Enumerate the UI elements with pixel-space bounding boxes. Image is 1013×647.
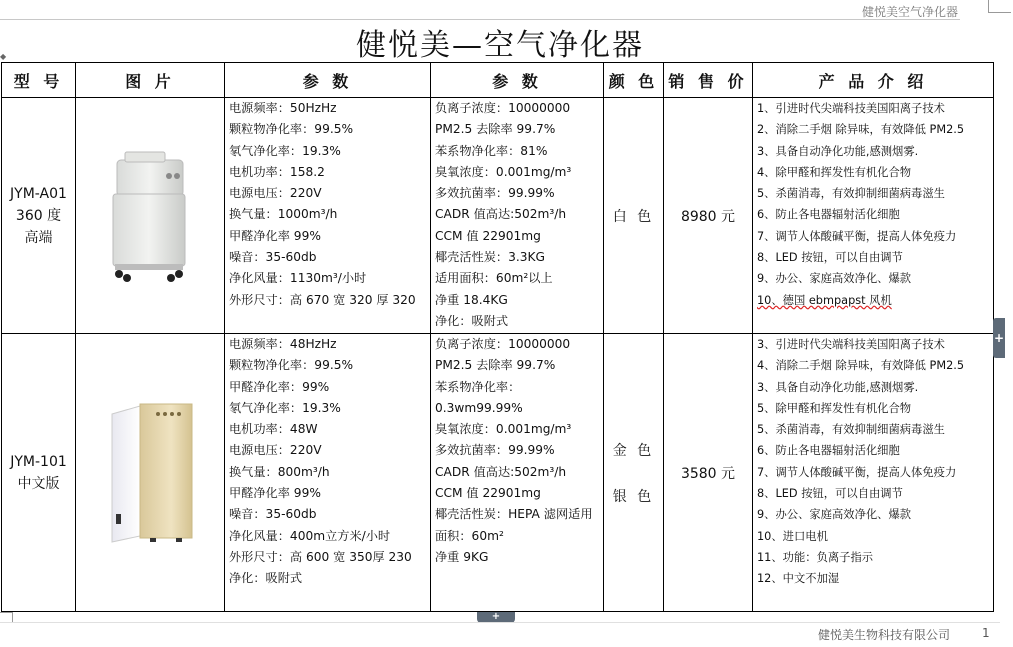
params-cell: [225, 98, 431, 334]
page-number: 1: [982, 626, 990, 640]
intro-line: 11、功能：负离子指示: [757, 550, 874, 564]
params-cell-2: [431, 334, 604, 612]
param-line: CADR 值高达:502m³/h: [435, 464, 567, 479]
intro-cell: [753, 98, 994, 334]
air-purifier-101-image: [100, 396, 200, 546]
column-header-picture: 图 片: [76, 63, 225, 98]
param-line: 净化：吸附式: [229, 571, 303, 586]
model-line: 高端: [24, 229, 53, 246]
table-add-row-button[interactable]: +: [477, 612, 515, 623]
param-line: PM2.5 去除率 99.7%: [435, 358, 556, 373]
param-line: 净重 9KG: [435, 549, 489, 564]
param-line: 氡气净化率：19.3%: [229, 400, 341, 415]
intro-line: 4、消除二手烟 除异味，有效降低 PM2.5: [757, 359, 965, 373]
intro-line: 7、调节人体酸碱平衡，提高人体免疫力: [757, 229, 957, 243]
model-line: 中文版: [17, 475, 60, 492]
param-line: 噪音：35-60db: [229, 250, 317, 265]
page-header-text: 健悦美空气净化器: [862, 5, 959, 19]
picture-cell: [76, 334, 225, 612]
intro-line: 6、防止各电器辐射活化细胞: [757, 208, 900, 222]
table-row: [2, 334, 994, 612]
param-line: 电机功率：48W: [229, 422, 318, 437]
intro-line: 5、除甲醛和挥发性有机化合物: [757, 401, 912, 415]
intro-line: 10、德国 ebmpapst 风机: [757, 293, 892, 307]
intro-line: 9、办公、家庭高效净化、爆款: [757, 508, 912, 522]
param-line: 甲醛净化率 99%: [229, 486, 321, 501]
intro-line: 8、LED 按钮，可以自由调节: [757, 487, 903, 501]
price-cell: 3580 元: [664, 334, 753, 612]
param-line: 负离子浓度：10000000: [435, 101, 571, 115]
column-header-params: 参 数: [225, 63, 431, 98]
model-cell: [2, 98, 76, 334]
param-line: 面积：60m²: [435, 528, 504, 543]
intro-line: 1、引进时代尖端科技美国阳离子技术: [757, 102, 945, 115]
model-line: JYM-101: [10, 453, 67, 470]
param-line: 椰壳活性炭：3.3KG: [435, 250, 545, 265]
param-line: 苯系物净化率：81%: [435, 143, 548, 158]
param-line: 苯系物净化率：: [435, 379, 521, 394]
column-header-color: 颜 色: [604, 63, 664, 98]
param-line: 电源频率：50HzHz: [229, 101, 337, 115]
intro-line: 3、具备自动净化功能,感测烟雾.: [757, 144, 919, 158]
intro-line: 8、LED 按钮，可以自由调节: [757, 251, 903, 265]
color-option: 银 色: [612, 488, 655, 505]
param-line: 电机功率：158.2: [229, 164, 325, 179]
intro-line: 4、除甲醛和挥发性有机化合物: [757, 165, 912, 179]
column-header-intro: 产 品 介 绍: [753, 63, 994, 98]
page-corner-mark: [988, 0, 1011, 13]
intro-line: 12、中文不加湿: [757, 572, 840, 586]
param-line: 净化：吸附式: [435, 313, 509, 328]
param-line: 换气量：1000m³/h: [229, 207, 338, 222]
document-title: 健悦美—空气净化器: [356, 28, 644, 63]
color-cell: [604, 98, 664, 334]
param-line: CCM 值 22901mg: [435, 228, 541, 243]
product-table: [1, 62, 994, 612]
param-line: 臭氧浓度：0.001mg/m³: [435, 422, 572, 437]
model-line: 360 度: [15, 207, 62, 224]
intro-line: 3、具备自动净化功能,感测烟雾.: [757, 380, 919, 394]
model-line: JYM-A01: [10, 185, 67, 202]
param-line: 净化风量：400m立方米/小时: [229, 528, 391, 543]
air-purifier-a01-image: [95, 144, 205, 284]
param-line: CCM 值 22901mg: [435, 486, 541, 501]
column-header-params-2: 参 数: [431, 63, 604, 98]
param-line: 电源电压：220V: [229, 443, 322, 458]
column-header-model: 型 号: [2, 63, 76, 98]
intro-line: 5、杀菌消毒，有效抑制细菌病毒滋生: [757, 423, 945, 437]
param-line: 外形尺寸：高 600 宽 350厚 230: [229, 549, 412, 564]
param-line: 净重 18.4KG: [435, 292, 508, 307]
intro-line: 2、消除二手烟 除异味，有效降低 PM2.5: [757, 123, 965, 137]
table-add-column-button[interactable]: +: [993, 318, 1005, 358]
param-line: 颗粒物净化率：99.5%: [229, 358, 354, 373]
param-line: CADR 值高达:502m³/h: [435, 207, 567, 222]
price-cell: 8980 元: [664, 98, 753, 334]
param-line: 噪音：35-60db: [229, 507, 317, 522]
color-cell: [604, 334, 664, 612]
color-option: 白 色: [612, 208, 655, 225]
param-line: 多效抗菌率：99.99%: [435, 186, 555, 201]
param-line: 甲醛净化率：99%: [229, 379, 330, 394]
picture-cell: [76, 98, 225, 334]
intro-line: 7、调节人体酸碱平衡，提高人体免疫力: [757, 465, 957, 479]
param-line: 电源频率：48HzHz: [229, 337, 337, 351]
param-line: 椰壳活性炭：HEPA 滤网适用: [435, 507, 593, 522]
params-cell: [225, 334, 431, 612]
color-option: 金 色: [612, 442, 655, 459]
params-cell-2: [431, 98, 604, 334]
table-row: [2, 98, 994, 334]
param-line: 适用面积：60m²以上: [435, 271, 553, 286]
intro-line: 6、防止各电器辐射活化细胞: [757, 444, 900, 458]
param-line: 负离子浓度：10000000: [435, 337, 571, 351]
table-move-handle[interactable]: ◆: [0, 52, 7, 61]
footer-divider: [0, 622, 1000, 623]
param-line: 颗粒物净化率：99.5%: [229, 122, 354, 137]
param-line: 外形尺寸：高 670 宽 320 厚 320: [229, 292, 416, 307]
footer-company: 健悦美生物科技有限公司: [818, 628, 951, 642]
model-cell: [2, 334, 76, 612]
param-line: 净化风量：1130m³/小时: [229, 271, 367, 286]
table-header-row: [2, 63, 994, 98]
intro-cell: [753, 334, 994, 612]
intro-line: 10、进口电机: [757, 529, 828, 543]
column-header-price: 销 售 价: [664, 63, 753, 98]
intro-line: 9、办公、家庭高效净化、爆款: [757, 272, 912, 286]
param-line: 0.3wm99.99%: [435, 400, 523, 415]
intro-line: 3、引进时代尖端科技美国阳离子技术: [757, 338, 945, 351]
param-line: 多效抗菌率：99.99%: [435, 443, 555, 458]
param-line: 电源电压：220V: [229, 186, 322, 201]
intro-line: 5、杀菌消毒，有效抑制细菌病毒滋生: [757, 187, 945, 201]
param-line: 换气量：800m³/h: [229, 464, 330, 479]
param-line: PM2.5 去除率 99.7%: [435, 122, 556, 137]
param-line: 臭氧浓度：0.001mg/m³: [435, 164, 572, 179]
param-line: 甲醛净化率 99%: [229, 228, 321, 243]
param-line: 氡气净化率：19.3%: [229, 143, 341, 158]
